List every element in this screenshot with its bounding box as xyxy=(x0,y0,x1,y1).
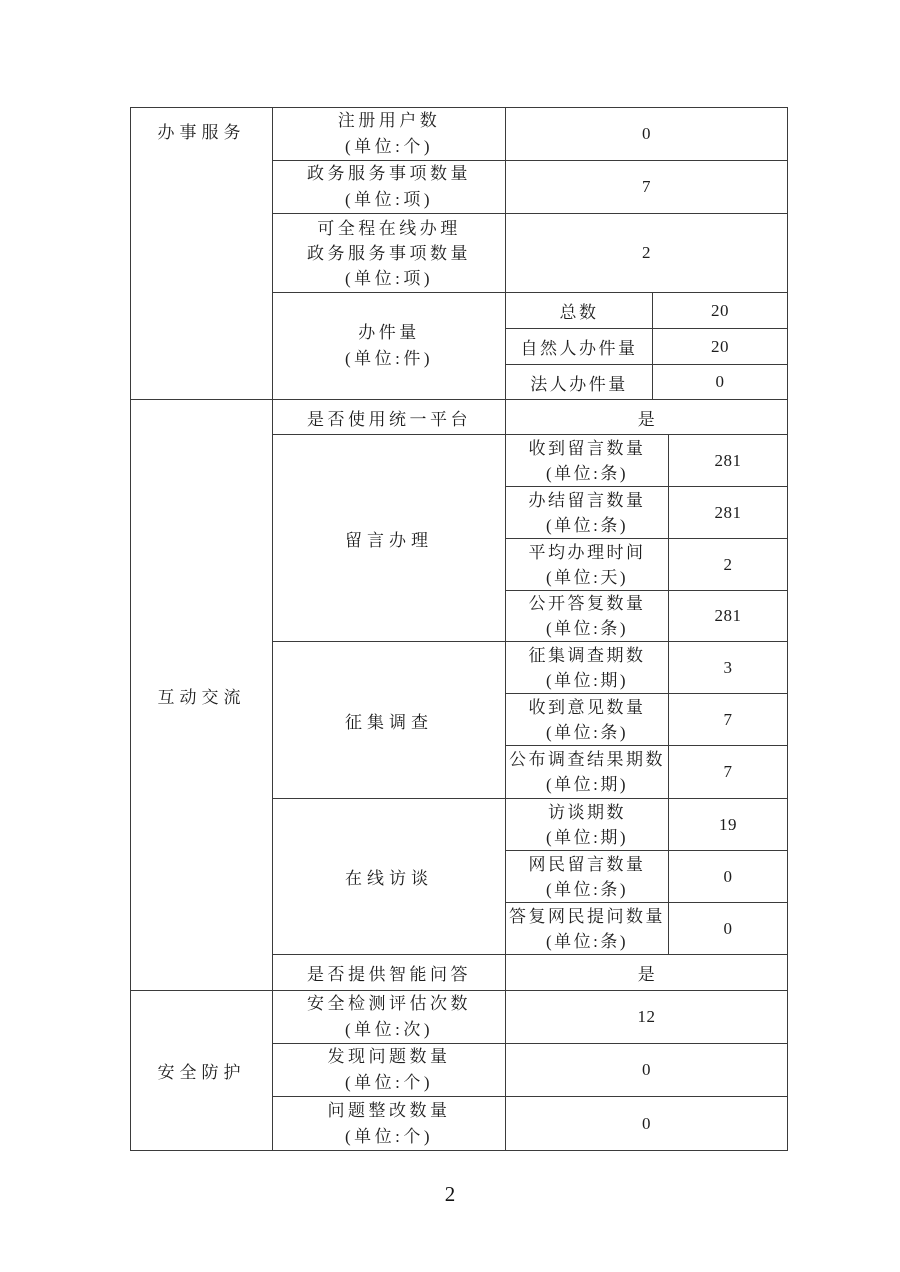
page-number: 2 xyxy=(444,1182,456,1206)
value-cell: 19 xyxy=(669,799,788,851)
unit-line: (单位:个) xyxy=(344,1073,434,1092)
subitem-label-cell xyxy=(506,591,669,642)
subitem-label-cell: 总数 xyxy=(506,293,653,329)
group-label-cell: 留言办理 xyxy=(273,435,506,642)
subitem-label-cell xyxy=(506,746,669,799)
label-line: 收到留言数量 xyxy=(528,438,646,458)
item-label-cell xyxy=(273,991,506,1044)
unit-line: (单位:条) xyxy=(545,463,629,483)
label-line: 公布调查结果期数 xyxy=(509,750,665,769)
label-line: 问题整改数量 xyxy=(327,1100,451,1120)
label-line: 访谈期数 xyxy=(548,802,626,822)
value-cell: 7 xyxy=(669,694,788,746)
item-label-cell xyxy=(273,1097,506,1151)
label-line: 网民留言数量 xyxy=(528,854,646,874)
label-line: 政务服务事项数量 xyxy=(307,164,471,183)
subitem-label-cell xyxy=(506,487,669,539)
unit-line: (单位:期) xyxy=(545,775,629,794)
value-cell: 3 xyxy=(669,642,788,694)
group-label-cell xyxy=(273,293,506,400)
unit-line: (单位:条) xyxy=(545,879,629,899)
label-line: 收到意见数量 xyxy=(528,697,646,717)
value-cell: 0 xyxy=(669,851,788,903)
item-label-cell xyxy=(273,1044,506,1097)
unit-line: (单位:次) xyxy=(344,1020,434,1039)
value-cell: 12 xyxy=(506,991,788,1044)
subitem-label-cell: 自然人办件量 xyxy=(506,329,653,365)
subitem-label-cell xyxy=(506,435,669,487)
unit-line: (单位:项) xyxy=(344,190,434,209)
value-cell: 7 xyxy=(669,746,788,799)
unit-line: (单位:条) xyxy=(545,619,629,638)
label-line: 注册用户数 xyxy=(337,111,441,130)
value-cell: 0 xyxy=(669,903,788,955)
label-line: 答复网民提问数量 xyxy=(509,906,665,926)
value-cell: 0 xyxy=(506,1097,788,1151)
subitem-label-cell xyxy=(506,851,669,903)
value-cell: 281 xyxy=(669,487,788,539)
unit-line: (单位:条) xyxy=(545,722,629,742)
category-cell-security: 安全防护 xyxy=(131,991,273,1151)
subitem-label-cell: 法人办件量 xyxy=(506,365,653,400)
subitem-label-cell xyxy=(506,539,669,591)
value-cell: 7 xyxy=(506,161,788,214)
label-line: 发现问题数量 xyxy=(327,1047,451,1066)
subitem-label-cell xyxy=(506,903,669,955)
value-cell: 2 xyxy=(669,539,788,591)
subitem-label-cell xyxy=(506,799,669,851)
value-cell: 2 xyxy=(506,214,788,293)
label-line: 平均办理时间 xyxy=(528,542,646,562)
unit-line: (单位:天) xyxy=(545,567,629,587)
item-label-cell xyxy=(273,214,506,293)
label-line: 安全检测评估次数 xyxy=(307,994,471,1013)
value-cell: 0 xyxy=(506,108,788,161)
unit-line: (单位:条) xyxy=(545,515,629,535)
label-line: 公开答复数量 xyxy=(528,594,646,613)
value-cell: 是 xyxy=(506,400,788,435)
label-line: 办件量 xyxy=(358,323,420,342)
value-cell: 281 xyxy=(669,435,788,487)
label-line: 可全程在线办理 xyxy=(317,218,461,238)
group-label-cell: 征集调查 xyxy=(273,642,506,799)
label-line: 政务服务事项数量 xyxy=(307,243,471,263)
annual-report-table xyxy=(130,107,788,1151)
value-cell: 20 xyxy=(653,329,788,365)
unit-line: (单位:期) xyxy=(545,670,629,690)
item-label-cell xyxy=(273,108,506,161)
unit-line: (单位:项) xyxy=(344,268,434,288)
label-line: 征集调查期数 xyxy=(528,645,646,665)
value-cell: 281 xyxy=(669,591,788,642)
unit-line: (单位:件) xyxy=(344,349,434,368)
unit-line: (单位:期) xyxy=(545,827,629,847)
category-cell-interaction: 互动交流 xyxy=(131,400,273,991)
category-cell-service: 办事服务 xyxy=(131,108,273,400)
unit-line: (单位:个) xyxy=(344,1126,434,1146)
group-label-cell: 在线访谈 xyxy=(273,799,506,955)
item-label-cell: 是否提供智能问答 xyxy=(273,955,506,991)
item-label-cell: 是否使用统一平台 xyxy=(273,400,506,435)
item-label-cell xyxy=(273,161,506,214)
subitem-label-cell xyxy=(506,694,669,746)
value-cell: 20 xyxy=(653,293,788,329)
unit-line: (单位:条) xyxy=(545,931,629,951)
unit-line: (单位:个) xyxy=(344,137,434,156)
value-cell: 0 xyxy=(506,1044,788,1097)
value-cell: 是 xyxy=(506,955,788,991)
value-cell: 0 xyxy=(653,365,788,400)
label-line: 办结留言数量 xyxy=(528,490,646,510)
subitem-label-cell xyxy=(506,642,669,694)
